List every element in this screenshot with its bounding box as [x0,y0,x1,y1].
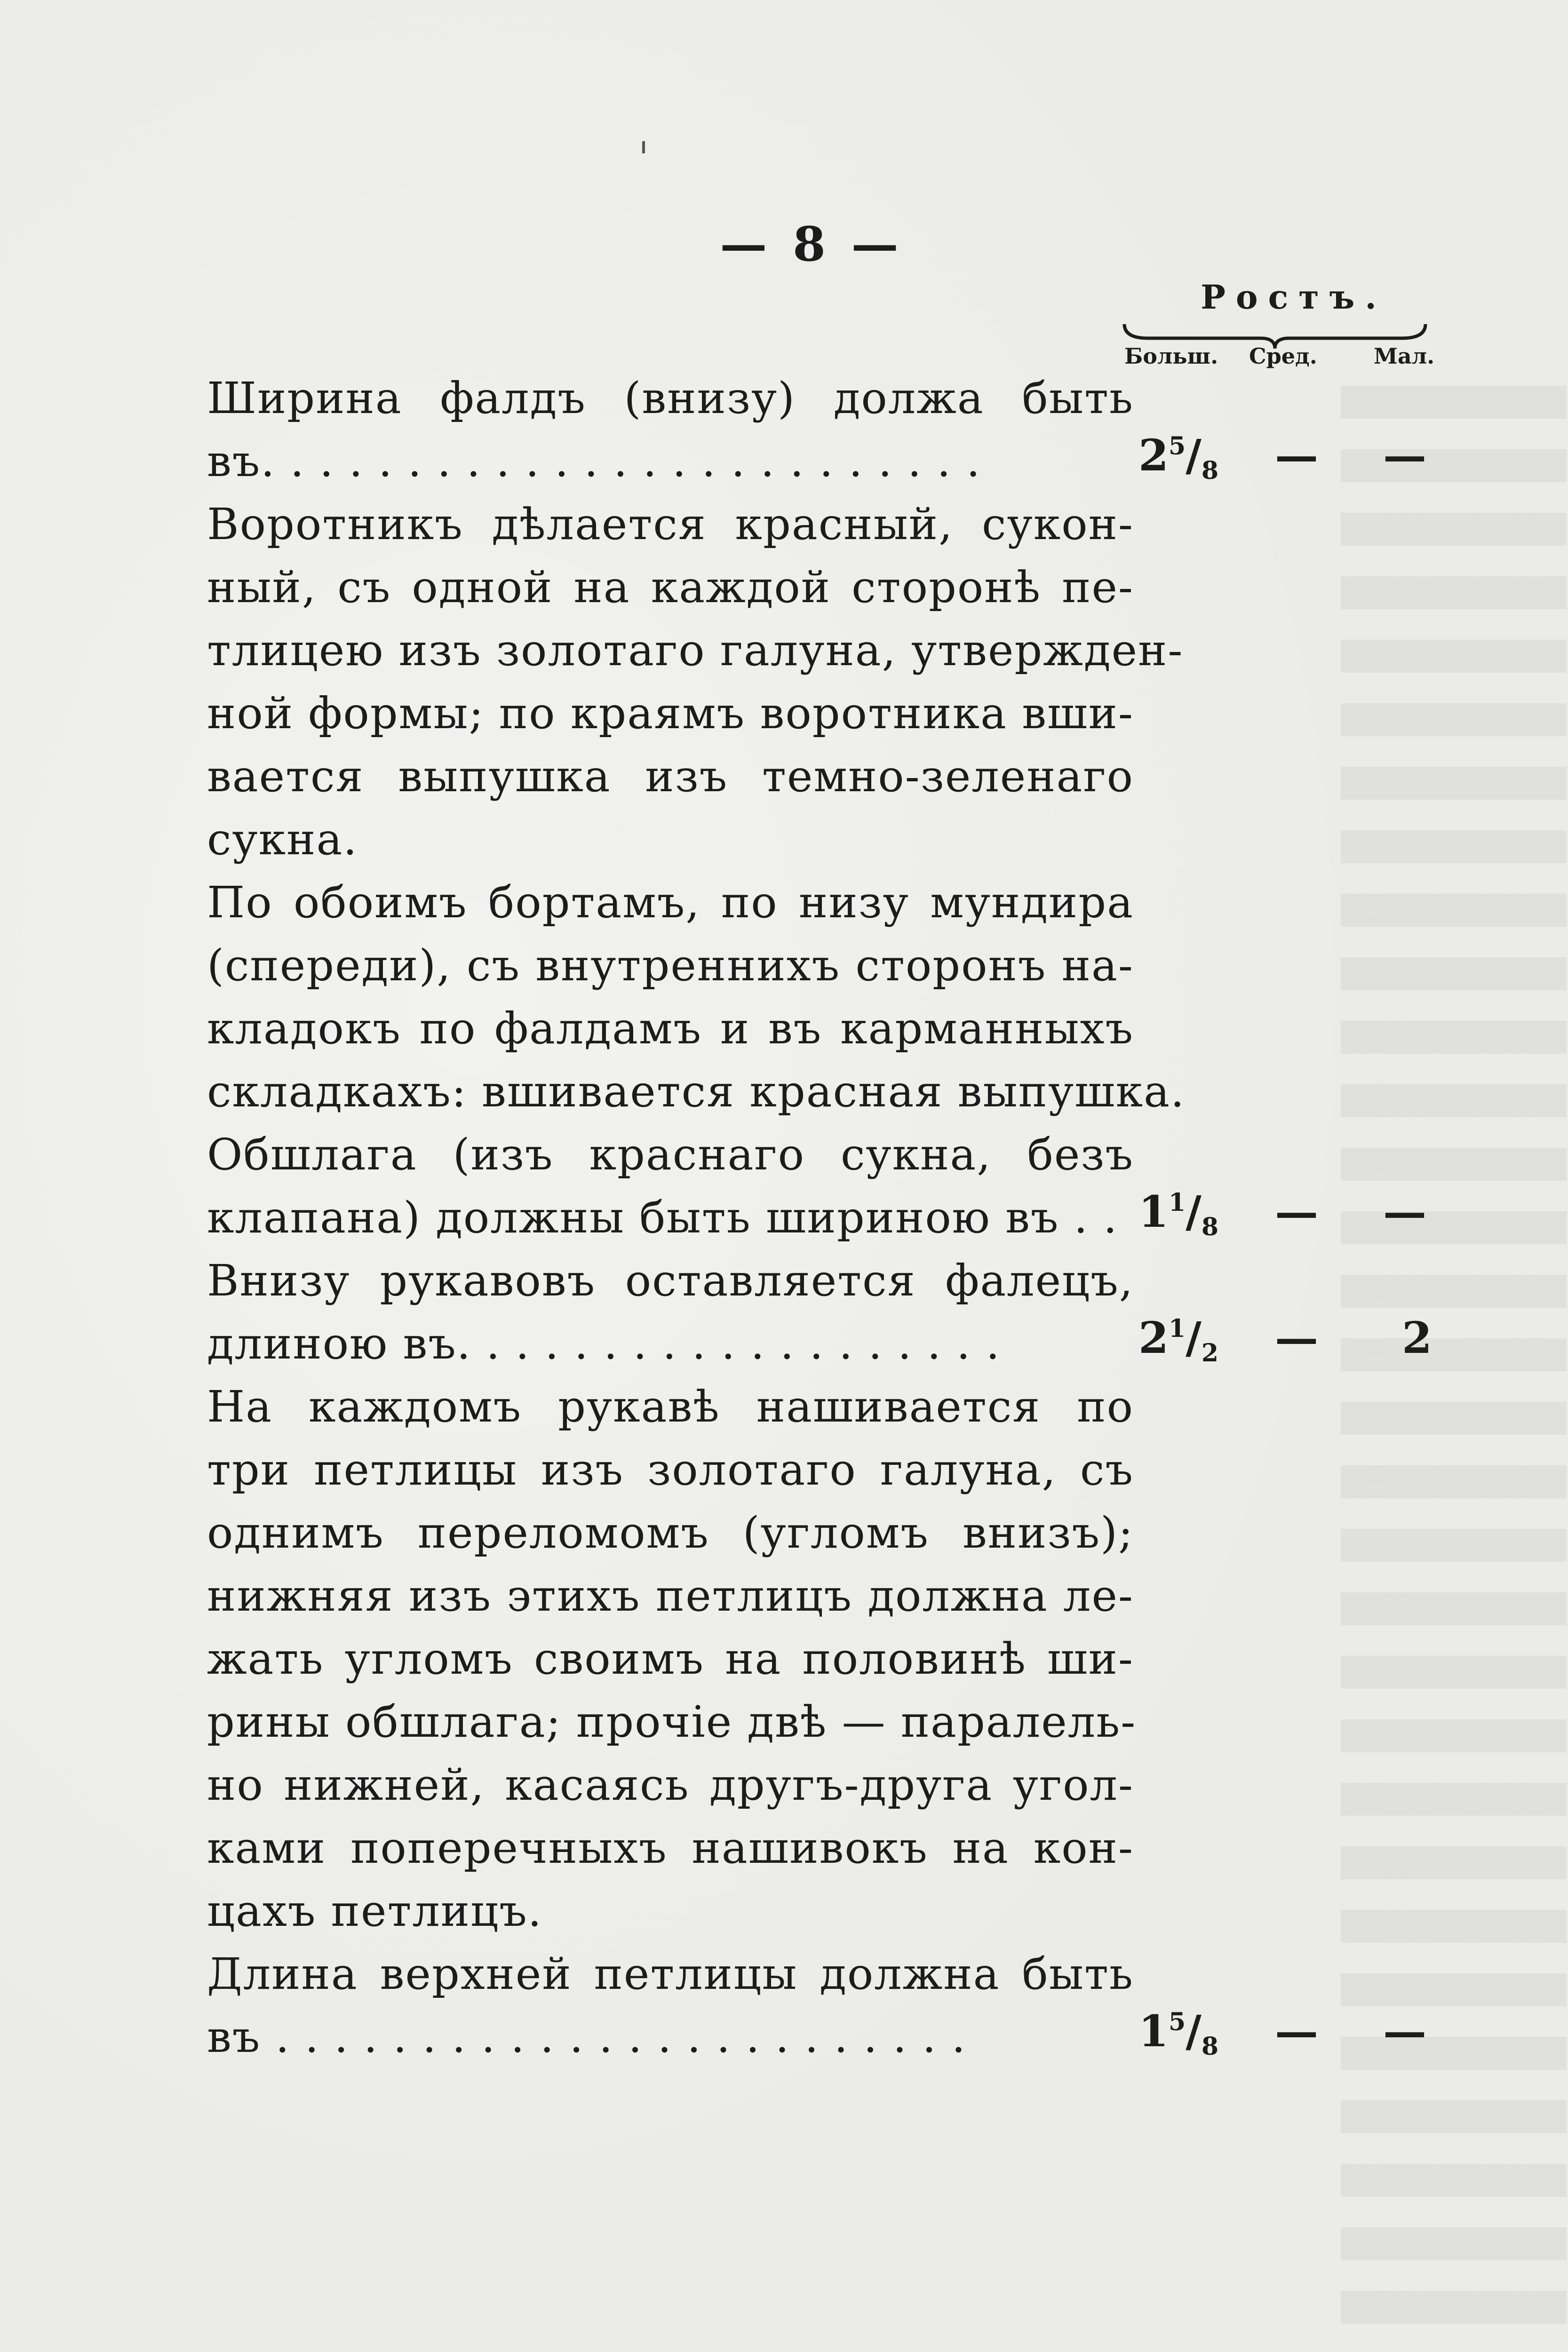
numerator: 5 [1169,2008,1186,2036]
column-medium: Сред. [1249,343,1317,369]
text-line: однимъ переломомъ (угломъ внизъ); [207,1508,1134,1558]
large-size-value: $2^1/_2$ [1138,1312,1218,1367]
medium-size-value: — [1275,1312,1318,1363]
whole: 1 [1138,1186,1169,1237]
measurement-row [1138,1312,1468,1375]
numerator: 5 [1169,432,1186,461]
text-line: рины обшлага; прочіе двѣ — паралель- [207,1697,1137,1747]
text-line: жать угломъ своимъ на половинѣ ши- [207,1634,1134,1684]
medium-size-value: — [1275,2006,1318,2057]
large-size-value: $2^5/_8$ [1138,430,1218,485]
medium-size-value: — [1275,1186,1318,1237]
text-line: Длина верхней петлицы должна быть [207,1949,1134,1999]
text-line: (спереди), съ внутреннихъ сторонъ на- [207,940,1134,991]
measurement-row [1138,430,1468,493]
text-line: На каждомъ рукавѣ нашивается по [207,1382,1134,1432]
large-size-value: $1^5/_8$ [1138,2006,1218,2061]
ink-speck [642,141,645,153]
text-line: тлицею изъ золотаго галуна, утвержден- [207,625,1184,675]
text-line: ной формы; по краямъ воротника вши- [207,688,1134,739]
text-line: длиною въ. . . . . . . . . . . . . . . . . . . [207,1319,1001,1369]
text-line: Воротникъ дѣлается красный, сукон- [207,499,1134,549]
small-size-value: — [1383,1186,1426,1237]
text-line: ный, съ одной на каждой сторонѣ пе- [207,562,1134,612]
column-large: Больш. [1124,343,1218,369]
denominator: 8 [1201,456,1218,485]
text-line: но нижней, касаясь другъ-друга угол- [207,1760,1134,1810]
text-line: въ. . . . . . . . . . . . . . . . . . . . . . . . . [207,436,981,486]
measurement-row [1138,1186,1468,1249]
whole: 1 [1138,2006,1169,2057]
text-line: ками поперечныхъ нашивокъ на кон- [207,1823,1134,1873]
whole: 2 [1138,430,1169,481]
denominator: 8 [1201,2032,1218,2061]
text-line: три петлицы изъ золотаго галуна, съ [207,1445,1134,1495]
whole: 2 [1138,1312,1169,1363]
measurement-row [1138,2006,1468,2069]
text-line: клапана) должны быть шириною въ . . [207,1192,1118,1243]
denominator: 8 [1201,1213,1218,1241]
text-line: Обшлага (изъ краснаго сукна, безъ [207,1129,1134,1180]
medium-size-value: — [1275,430,1318,481]
large-size-value: $1^1/_8$ [1138,1186,1218,1241]
text-line: складкахъ: вшивается красная выпушка. [207,1066,1186,1117]
text-line: цахъ петлицъ. [207,1886,543,1936]
small-size-value: 2 [1402,1312,1433,1363]
text-line: въ . . . . . . . . . . . . . . . . . . . . . . . . [207,2012,967,2062]
rost-title: Ростъ. [1201,278,1387,317]
text-line: сукна. [207,814,358,865]
text-line: вается выпушка изъ темно-зеленаго [207,751,1134,802]
numerator: 1 [1169,1314,1186,1343]
text-line: Внизу рукавовъ оставляется фалецъ, [207,1255,1134,1306]
rost-header [1120,278,1440,352]
small-size-value: — [1383,430,1426,481]
text-line: нижняя изъ этихъ петлицъ должна ле- [207,1571,1134,1621]
text-line: кладокъ по фалдамъ и въ карманныхъ [207,1003,1134,1054]
small-size-value: — [1383,2006,1426,2057]
denominator: 2 [1201,1339,1218,1367]
column-small: Мал. [1374,343,1435,369]
page-number: — 8 — [720,216,903,272]
numerator: 1 [1169,1188,1186,1217]
text-line: Ширина фалдъ (внизу) должа быть [207,373,1134,423]
text-line: По обоимъ бортамъ, по низу мундира [207,877,1134,928]
